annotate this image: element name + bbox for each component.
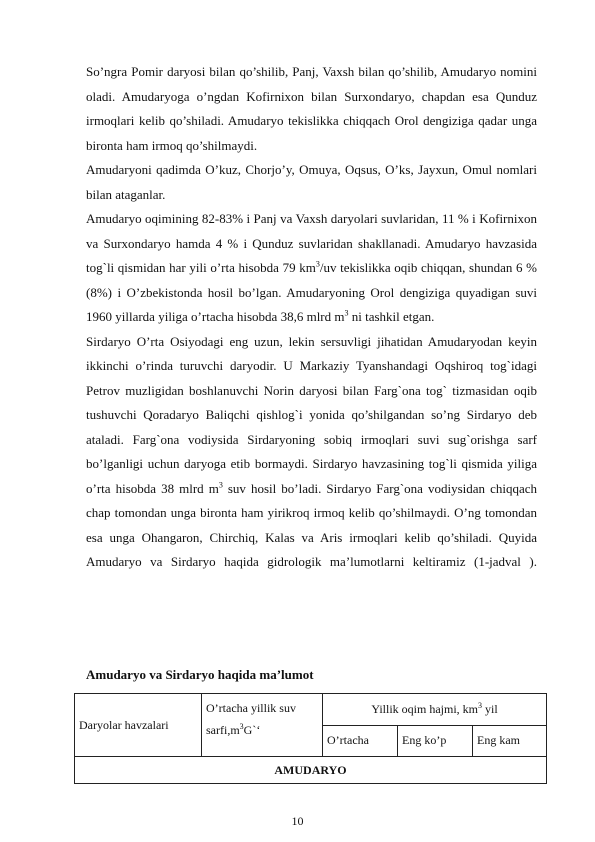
paragraph-3 — [86, 207, 537, 330]
superscript: 3 — [239, 722, 244, 731]
page-number: 10 — [291, 814, 304, 828]
header-runoff-volume-unit: yil — [482, 701, 498, 716]
header-annual-flow — [202, 694, 323, 757]
paragraph-3-text-a: Amudaryo oqimining 82-83% i Panj va Vaxsh daryolari suvlaridan, 11 % i Kofirnixon va Surxondaryo hamda 4 % i Qunduz suvlaridan shakllanadi. Amudaryo havzasida tog`li qismidan har yili o’rta hisobda 79 km — [86, 211, 537, 275]
paragraph-1: So’ngra Pomir daryosi bilan qo’shilib, Panj, Vaxsh bilan qo’shilib, Amudaryo nomini oladi. Amudaryoga o’ngdan Kofirnixon bilan Surxondaryo, chapdan esa Qunduz irmoqlari kelib qo’shiladi. Amudaryo tekislikka chiqqach Orol dengiziga qadar unga bironta ham irmoq qo’shilmaydi. — [86, 64, 537, 153]
paragraph-4-text-a: Sirdaryo O’rta Osiyodagi eng uzun, lekin sersuvligi jihatidan Amudaryodan keyin ikkinchi o’rinda turuvchi daryodir. U Markaziy Tyanshandagi Oqshiroq tog`idagi Petrov muzligidan boshlanuvchi Norin daryosi bilan Farg`ona tog` tizmasidan oqib tushuvchi Qoradaryo Baliqchi qishlog`i yonida qo’shilgandan so’ng Sirdaryo deb ataladi. Farg`ona vodiysida Sirdaryoning sobiq irmoqlari suvi sug`orishga sarf bo’lganligi uchun daryoga etib bormaydi. Sirdaryo havzasining tog`li qismida yiliga o’rta hisobda 38 mlrd m — [86, 333, 537, 496]
table-caption: Amudaryo va Sirdaryo haqida ma’lumot — [86, 667, 314, 682]
header-max: Eng ko’p — [398, 725, 473, 757]
superscript: 3 — [315, 259, 320, 269]
header-runoff-volume — [323, 694, 547, 726]
header-runoff-volume-text: Yillik oqim hajmi, km — [371, 701, 478, 716]
superscript: 3 — [478, 700, 482, 710]
header-average: O’rtacha — [323, 725, 398, 757]
paragraph-4 — [86, 330, 537, 575]
section-row-amudaryo: AMUDARYO — [75, 757, 547, 784]
body-text — [86, 60, 537, 575]
header-min: Eng kam — [473, 725, 547, 757]
paragraph-3-text-c: ni tashkil etgan. — [348, 309, 435, 324]
paragraph-4-text-b: suv hosil bo’ladi. Sirdaryo Farg`ona vodiysidan chiqqach chap tomondan unga bironta ham yirikroq irmoq kelib qo’shilmaydi. O’ng tomondan esa unga Ohangaron, Chirchiq, Kalas va Aris irmoqlari kelib qo’shiladi. Quyida Amudaryo va Sirdaryo haqida gidrologik ma’lumotlarni keltiramiz (1-jadval ). — [86, 480, 537, 569]
paragraph-3-text-b: /uv tekislikka oqib chiqqan, shundan 6 % (8%) i O’zbekistonda hosil bo’lgan. Amudaryoning Orol dengiziga quyadigan suvi 1960 yillarda yiliga o’rtacha hisobda 38,6 mlrd m — [86, 260, 537, 324]
paragraph-2: Amudaryoni qadimda O’kuz, Chorjo’y, Omuya, Oqsus, O’ks, Jayxun, Omul nomlari bilan ataganlar. — [86, 162, 537, 202]
header-annual-flow-unit: G`‘ — [243, 723, 261, 737]
data-table — [74, 693, 547, 784]
header-basins: Daryolar havzalari — [75, 694, 202, 757]
superscript: 3 — [344, 308, 349, 318]
header-annual-flow-text: O’rtacha yillik suv sarfi,m — [206, 701, 296, 737]
superscript: 3 — [218, 480, 223, 490]
